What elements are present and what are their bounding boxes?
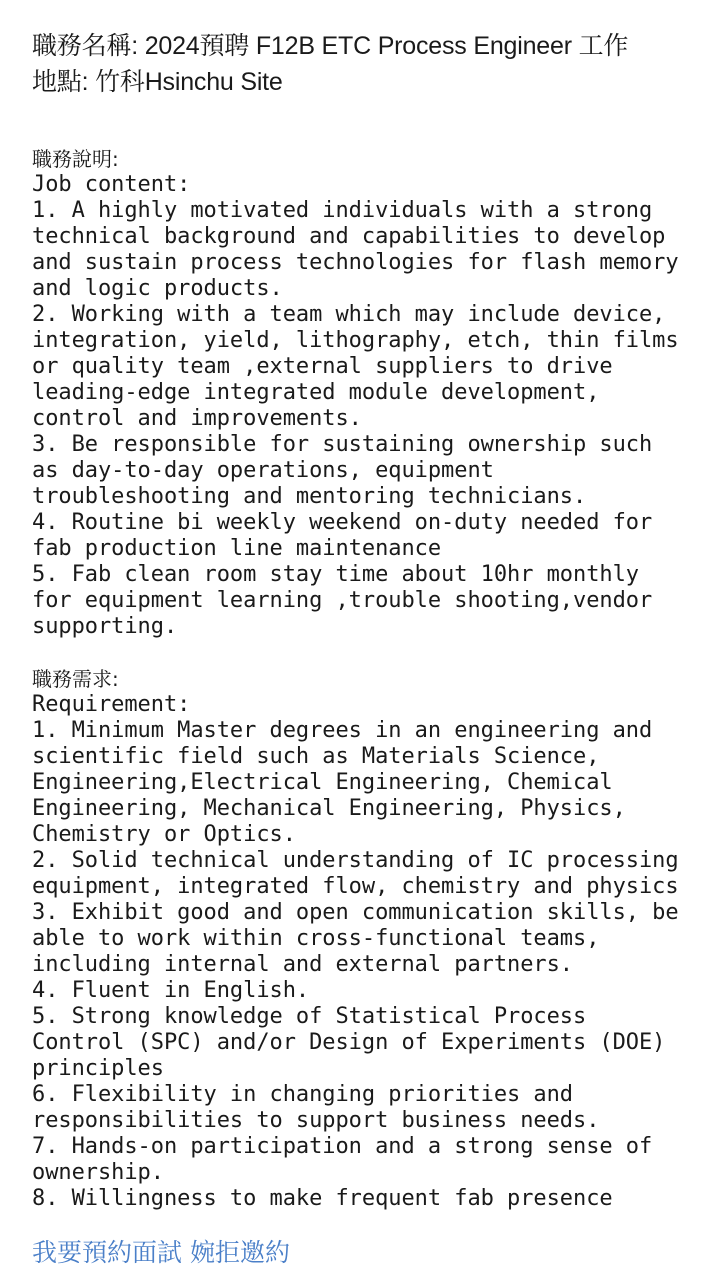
text-line: troubleshooting and mentoring technicians. xyxy=(32,484,587,509)
job-location: 地點: 竹科Hsinchu Site xyxy=(32,68,283,96)
text-line: scientific field such as Materials Science, xyxy=(32,744,600,769)
text-line: equipment, integrated flow, chemistry and physics xyxy=(32,874,679,899)
text-line: control and improvements. xyxy=(32,406,362,431)
action-links xyxy=(32,1236,718,1270)
job-posting xyxy=(32,28,718,1270)
text-line: technical background and capabilities to develop xyxy=(32,224,666,249)
text-line: 7. Hands-on participation and a strong sense of xyxy=(32,1134,653,1159)
text-line: integration, yield, lithography, etch, thin films xyxy=(32,328,679,353)
text-line: 3. Exhibit good and open communication skills, be xyxy=(32,900,679,925)
text-line: 4. Fluent in English. xyxy=(32,978,310,1003)
requirements-section xyxy=(32,666,718,1212)
job-description-section xyxy=(32,146,718,640)
book-interview-link[interactable]: 我要預約面試 xyxy=(32,1238,183,1267)
text-line: 3. Be responsible for sustaining ownership such xyxy=(32,432,653,457)
text-line: responsibilities to support business needs. xyxy=(32,1108,600,1133)
job-description-list xyxy=(32,198,718,640)
text-line: as day-to-day operations, equipment xyxy=(32,458,494,483)
text-line: ownership. xyxy=(32,1160,164,1185)
requirements-label-en: Requirement: xyxy=(32,692,191,717)
job-description-label-zh: 職務說明: xyxy=(32,147,119,171)
text-line: able to work within cross-functional teams, xyxy=(32,926,600,951)
decline-invitation-link[interactable]: 婉拒邀約 xyxy=(190,1238,291,1267)
text-line: supporting. xyxy=(32,614,178,639)
text-line: 6. Flexibility in changing priorities and xyxy=(32,1082,574,1107)
text-line: 8. Willingness to make frequent fab presence xyxy=(32,1186,613,1211)
text-line: 5. Strong knowledge of Statistical Process xyxy=(32,1004,587,1029)
text-line: 2. Solid technical understanding of IC processing xyxy=(32,848,679,873)
text-line: Engineering,Electrical Engineering, Chemical xyxy=(32,770,613,795)
text-line: and logic products. xyxy=(32,276,283,301)
text-line: Control (SPC) and/or Design of Experiments (DOE) xyxy=(32,1030,666,1055)
text-line: or quality team ,external suppliers to drive xyxy=(32,354,613,379)
text-line: 1. Minimum Master degrees in an engineering and xyxy=(32,718,653,743)
text-line: principles xyxy=(32,1056,164,1081)
job-header xyxy=(32,28,718,100)
text-line: for equipment learning ,trouble shooting,vendor xyxy=(32,588,653,613)
text-line: 4. Routine bi weekly weekend on-duty needed for xyxy=(32,510,653,535)
text-line: and sustain process technologies for flash memory xyxy=(32,250,679,275)
text-line: leading-edge integrated module development, xyxy=(32,380,600,405)
text-line: Chemistry or Optics. xyxy=(32,822,296,847)
requirements-label-zh: 職務需求: xyxy=(32,667,119,691)
text-line: 2. Working with a team which may include device, xyxy=(32,302,666,327)
text-line: 1. A highly motivated individuals with a strong xyxy=(32,198,653,223)
text-line: fab production line maintenance xyxy=(32,536,442,561)
text-line: including internal and external partners. xyxy=(32,952,574,977)
job-title: 職務名稱: 2024預聘 F12B ETC Process Engineer 工作 xyxy=(32,32,629,60)
spacer xyxy=(32,640,718,666)
text-line: Engineering, Mechanical Engineering, Physics, xyxy=(32,796,626,821)
spacer xyxy=(32,120,718,146)
job-description-label-en: Job content: xyxy=(32,172,191,197)
text-line: 5. Fab clean room stay time about 10hr monthly xyxy=(32,562,639,587)
requirements-list xyxy=(32,718,718,1212)
